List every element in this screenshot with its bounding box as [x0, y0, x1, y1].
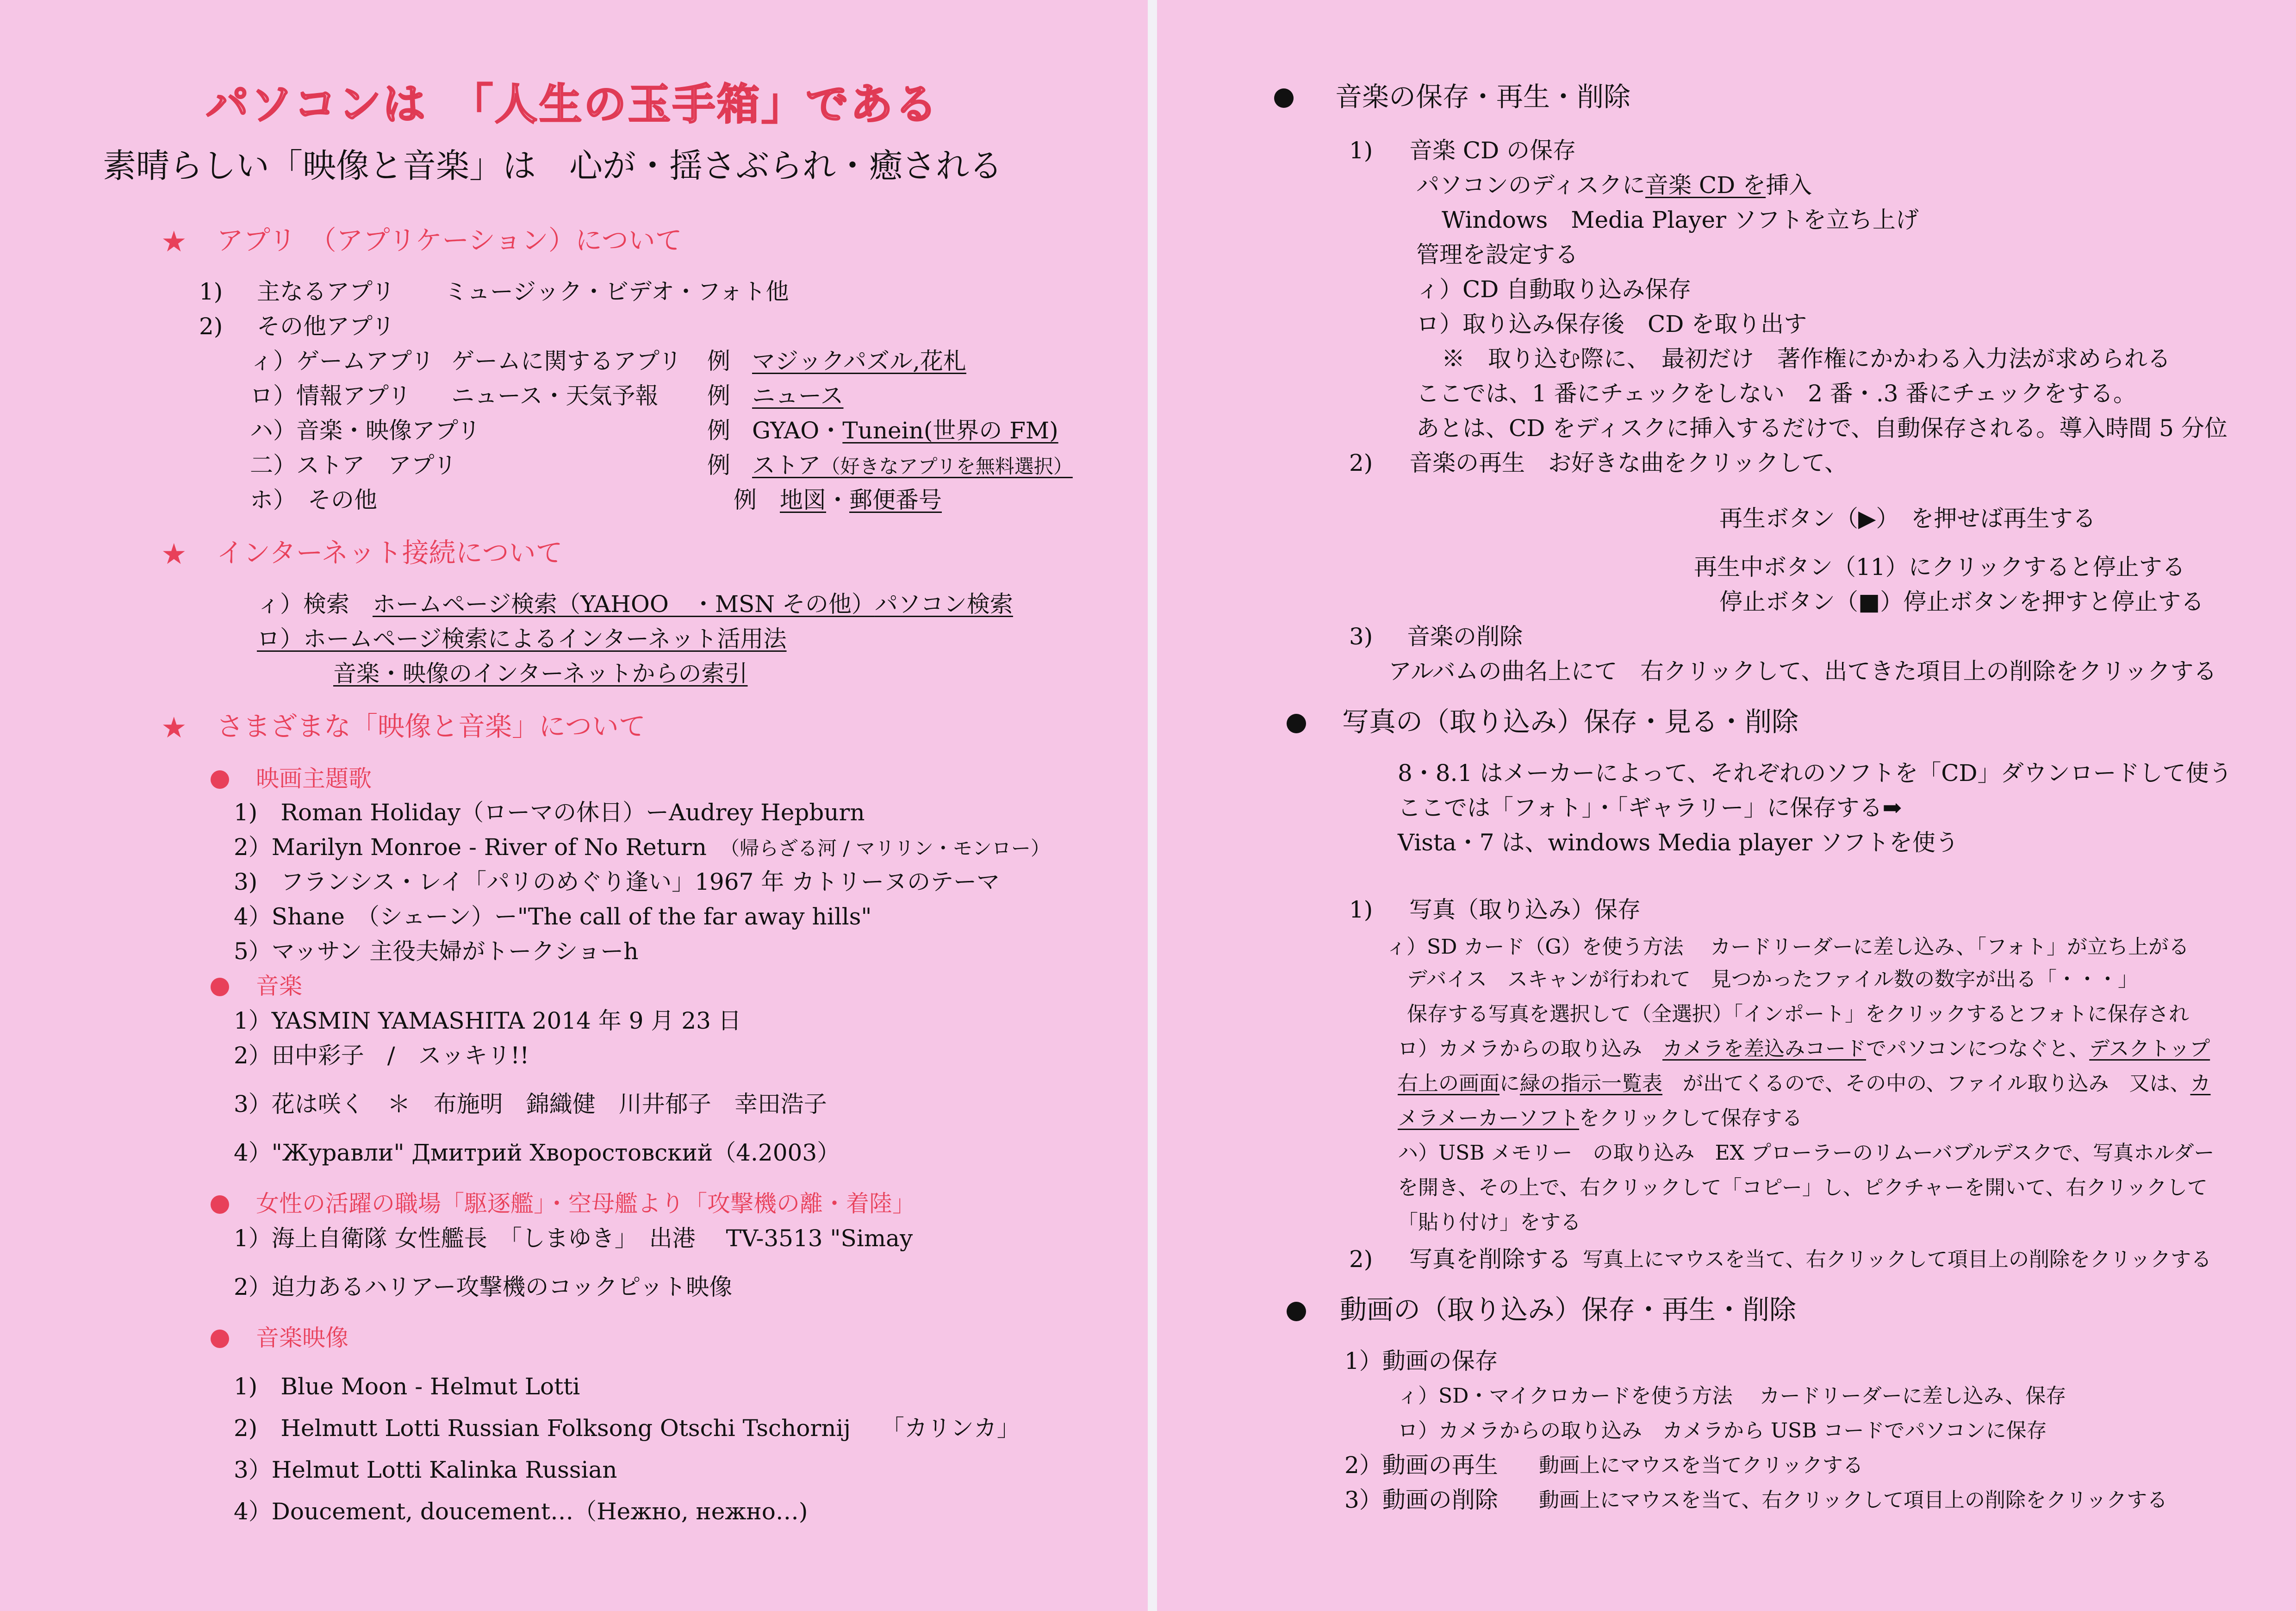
- bullet-icon: [211, 1192, 229, 1220]
- photo-line-3: Vista・7 は、windows Media player ソフトを使う: [1398, 829, 1959, 856]
- movie-item-5: 5）マッサン 主役夫婦がトークショーh: [234, 938, 639, 965]
- internet-line-1: [257, 590, 1013, 618]
- apps-item-2-label: その他アプリ: [257, 313, 395, 340]
- photo-h2-label: 写真を削除する: [1409, 1246, 1571, 1273]
- bullet-icon: [1287, 1299, 1306, 1327]
- internet-line-1-c: パソコン検索: [874, 591, 1013, 618]
- music-h2-num: 2): [1349, 450, 1373, 476]
- page-title: パソコンは 「人生の玉手箱」である: [206, 79, 940, 129]
- apps-sub-3-example: [752, 417, 1058, 444]
- photo-b-line-1-d: デスクトップ: [2089, 1037, 2210, 1061]
- video-h2: 2）動画の再生: [1344, 1452, 1498, 1479]
- bullet-icon: [1274, 86, 1294, 114]
- apps-item-2-num: 2): [199, 313, 223, 340]
- photo-b-line-1: [1398, 1037, 2210, 1062]
- apps-sub-3-example-a: GYAO・: [752, 417, 843, 444]
- music-section-heading: 音楽の保存・再生・削除: [1335, 81, 1631, 112]
- internet-line-1-b: ホームページ検索（YAHOO ・MSN その他）: [373, 591, 875, 618]
- apps-sub-5-example-a: 地図: [780, 487, 826, 513]
- internet-heading: インターネット接続について: [217, 537, 563, 568]
- music-line-6: ※ 取り込む際に、 最初だけ 著作権にかかわる入力法が求められる: [1442, 345, 2171, 372]
- star-icon: ★: [161, 711, 187, 744]
- apps-item-1-num: 1): [199, 278, 223, 305]
- music-h3-label: 音楽の削除: [1407, 623, 1523, 650]
- video-sub-2: ロ）カメラからの取り込み カメラから USB コードでパソコンに保存: [1398, 1419, 2047, 1442]
- internet-line-3: 音楽・映像のインターネットからの索引: [333, 660, 748, 687]
- play-line: 再生ボタン（▶） を押せば再生する: [1719, 505, 2096, 532]
- music-h1-label: 音楽 CD の保存: [1409, 137, 1576, 164]
- music-item-3: 3）花は咲く ＊ 布施明 錦織健 川井郁子 幸田浩子: [234, 1091, 827, 1118]
- video-section-heading: 動画の（取り込み）保存・再生・削除: [1340, 1294, 1797, 1325]
- bullet-icon: [211, 1326, 229, 1354]
- apps-sub-1-rei: 例: [707, 348, 730, 375]
- photo-b-line-1-a: ロ）カメラからの取り込み: [1398, 1037, 1662, 1061]
- women-heading: 女性の活躍の職場「駆逐艦」・空母艦より「攻撃機の離・着陸」: [256, 1190, 915, 1217]
- video-item-1: 1) Blue Moon - Helmut Lotti: [234, 1373, 580, 1400]
- video-item-4: 4）Doucement, doucement…（Нежно, нежно…): [234, 1498, 808, 1525]
- photo-a-line-2: デバイス スキャンが行われて 見つかったファイル数の数字が出る「・・・」: [1407, 968, 2139, 991]
- bullet-icon: [1287, 712, 1306, 739]
- video-sub-1: ィ）SD・マイクロカードを使う方法 カードリーダーに差し込み、保存: [1398, 1384, 2066, 1408]
- photo-b-line-2-d: が出てくるので、その中の、ファイル取り込み 又は、: [1662, 1072, 2190, 1095]
- photo-b-line-3-b: をクリックして保存する: [1579, 1106, 1803, 1130]
- apps-sub-5-example-sep: ・: [826, 487, 849, 513]
- bullet-icon: [211, 974, 229, 1002]
- apps-sub-2-example: ニュース: [752, 382, 844, 409]
- video-h1: 1）動画の保存: [1344, 1348, 1498, 1374]
- apps-sub-2-rei: 例: [707, 382, 730, 409]
- video-item-3: 3）Helmut Lotti Kalinka Russian: [234, 1456, 617, 1483]
- photo-h2-num: 2): [1349, 1246, 1373, 1273]
- apps-sub-3-rei: 例: [707, 417, 730, 444]
- photo-c-line-2: を開き、その上で、右クリックして「コピー」し、ピクチャーを開いて、右クリックして: [1398, 1176, 2208, 1199]
- apps-sub-4-example: [752, 451, 1073, 479]
- photo-line-1: 8・8.1 はメーカーによって、それぞれのソフトを「CD」ダウンロードして使う: [1398, 760, 2232, 787]
- video-h3: 3）動画の削除: [1344, 1486, 1498, 1513]
- video-h2-text: 動画上にマウスを当てクリックする: [1539, 1454, 1863, 1477]
- music-item-2: 2）田中彩子 / スッキリ!!: [234, 1042, 529, 1069]
- apps-sub-4-example-a: ストア: [752, 452, 821, 479]
- photo-line-2: ここでは「フォト」・「ギャラリー」に保存する➡: [1398, 794, 1902, 821]
- photo-c-line-3: 「貼り付け」をする: [1398, 1211, 1581, 1234]
- video-h3-text: 動画上にマウスを当て、右クリックして項目上の削除をクリックする: [1539, 1488, 2168, 1512]
- apps-item-1-text: ミュージック・ビデオ・フォト他: [444, 278, 789, 305]
- apps-sub-1-label: ィ）ゲームアプリ: [250, 348, 434, 375]
- apps-sub-2-label: ロ）情報アプリ: [250, 382, 411, 409]
- music-line-3: 管理を設定する: [1416, 241, 1578, 268]
- apps-sub-5-label: ホ） その他: [250, 487, 377, 513]
- music-item-4: 4）"Журавли" Дмитрий Хворостовский（4.2003）: [234, 1139, 840, 1166]
- women-item-2: 2）迫力あるハリアー攻撃機のコックピット映像: [234, 1274, 733, 1300]
- star-icon: ★: [161, 225, 187, 258]
- music-h2-label: 音楽の再生: [1409, 450, 1525, 476]
- photo-b-line-3-a: メラメーカーソフト: [1398, 1106, 1580, 1130]
- photo-a-line-1: ィ）SD カード（G）を使う方法 カードリーダーに差し込み、「フォト」が立ち上がる: [1386, 935, 2189, 959]
- movie-item-1: 1) Roman Holiday（ローマの休日）ーAudrey Hepburn: [234, 799, 865, 826]
- apps-sub-1-example: マジックパズル,花札: [752, 348, 966, 375]
- photo-b-line-2-e: カ: [2190, 1072, 2211, 1095]
- music-line-2: Windows Media Player ソフトを立ち上げ: [1442, 206, 1919, 233]
- photo-b-line-2: [1398, 1072, 2210, 1096]
- photo-b-line-2-b: に: [1500, 1072, 1520, 1095]
- music-item-1: 1）YASMIN YAMASHITA 2014 年 9 月 23 日: [234, 1007, 741, 1034]
- music-line-7: ここでは、1 番にチェックをしない 2 番・.3 番にチェックをする。: [1416, 380, 2137, 407]
- apps-sub-1-desc: ゲームに関するアプリ: [451, 348, 682, 375]
- photo-b-line-1-c: でパソコンにつなぐと、: [1866, 1037, 2090, 1061]
- photo-b-line-1-b: カメラを差込みコード: [1662, 1037, 1866, 1061]
- photo-b-line-3: [1398, 1106, 1802, 1131]
- internet-line-1-a: ィ）検索: [257, 591, 373, 618]
- internet-line-2: ロ）ホームページ検索によるインターネット活用法: [257, 625, 787, 652]
- apps-sub-5-example-b: 郵便番号: [849, 487, 942, 513]
- apps-heading: アプリ （アプリケーション）について: [217, 225, 682, 256]
- movie-heading: 映画主題歌: [256, 765, 372, 792]
- music-line-1: [1416, 171, 1812, 199]
- star-icon: ★: [161, 537, 187, 571]
- music-line-4: ィ）CD 自動取り込み保存: [1416, 276, 1692, 303]
- page-subtitle: 素晴らしい「映像と音楽」は 心が・揺さぶられ・癒される: [103, 146, 1003, 185]
- apps-sub-4-label: 二）ストア アプリ: [250, 452, 457, 479]
- movie-item-2-a: 2）Marilyn Monroe - River of No Return: [234, 834, 730, 861]
- music-h1-num: 1): [1349, 137, 1373, 164]
- photo-c-line-1: ハ）USB メモリー の取り込み EX プローラーのリムーバブルデスクで、写真ホルダー: [1398, 1141, 2215, 1165]
- music-line-1-c: 挿入: [1766, 172, 1812, 199]
- apps-sub-4-rei: 例: [707, 452, 730, 479]
- apps-sub-5-rei: 例: [734, 487, 757, 513]
- movie-item-2: [234, 833, 1050, 861]
- photo-h1-num: 1): [1349, 896, 1373, 923]
- movie-item-2-b: （帰らざる河 / マリリン・モンロー）: [729, 837, 1050, 860]
- video-heading: 音楽映像: [256, 1324, 348, 1351]
- apps-sub-3-label: ハ）音楽・映像アプリ: [250, 417, 480, 444]
- photo-section-heading: 写真の（取り込み）保存・見る・削除: [1342, 706, 1799, 737]
- media-heading: さまざまな「映像と音楽」について: [217, 711, 646, 742]
- music-h2-text: お好きな曲をクリックして、: [1548, 450, 1848, 476]
- women-item-1: 1）海上自衛隊 女性艦長 「しまゆき」 出港 TV-3513 "Simay: [234, 1225, 913, 1252]
- apps-item-1-label: 主なるアプリ: [257, 278, 395, 305]
- apps-sub-2-desc: ニュース・天気予報: [451, 382, 659, 409]
- photo-b-line-2-a: 右上の画面: [1398, 1072, 1500, 1095]
- music-heading: 音楽: [256, 973, 302, 999]
- video-item-2: 2) Helmutt Lotti Russian Folksong Otschi Tschornij 「カリンカ」: [234, 1415, 1020, 1442]
- music-line-8: あとは、CD をディスクに挿入するだけで、自動保存される。導入時間 5 分位: [1416, 415, 2228, 442]
- apps-sub-5-example: [780, 486, 942, 514]
- pause-line: 再生中ボタン（11）にクリックすると停止する: [1694, 554, 2185, 581]
- apps-sub-3-example-b: Tunein(世界の FM): [842, 417, 1058, 444]
- music-line-1-b: 音楽 CD を: [1645, 172, 1766, 199]
- movie-item-3: 3) フランシス・レイ「パリのめぐり逢い」1967 年 カトリーヌのテーマ: [234, 868, 1000, 895]
- music-line-5: ロ）取り込み保存後 CD を取り出す: [1416, 311, 1807, 337]
- stop-line: 停止ボタン（■）停止ボタンを押すと停止する: [1719, 588, 2204, 615]
- bullet-icon: [211, 767, 229, 795]
- photo-b-line-2-c: 緑の指示一覧表: [1520, 1072, 1662, 1095]
- movie-item-4: 4）Shane （シェーン）ー"The call of the far away hills": [234, 903, 872, 930]
- apps-sub-4-example-note: （好きなアプリを無料選択）: [821, 455, 1073, 478]
- photo-h2-text: 写真上にマウスを当て、右クリックして項目上の削除をクリックする: [1583, 1248, 2212, 1271]
- right-page: [1157, 0, 2296, 1611]
- photo-h1-label: 写真（取り込み）保存: [1409, 896, 1641, 923]
- music-h3-num: 3): [1349, 623, 1373, 650]
- music-delete-line: アルバムの曲名上にて 右クリックして、出てきた項目上の削除をクリックする: [1388, 658, 2217, 685]
- photo-a-line-3: 保存する写真を選択して（全選択）「インポート」をクリックするとフォトに保存され: [1407, 1002, 2190, 1026]
- music-line-1-a: パソコンのディスクに: [1416, 172, 1645, 199]
